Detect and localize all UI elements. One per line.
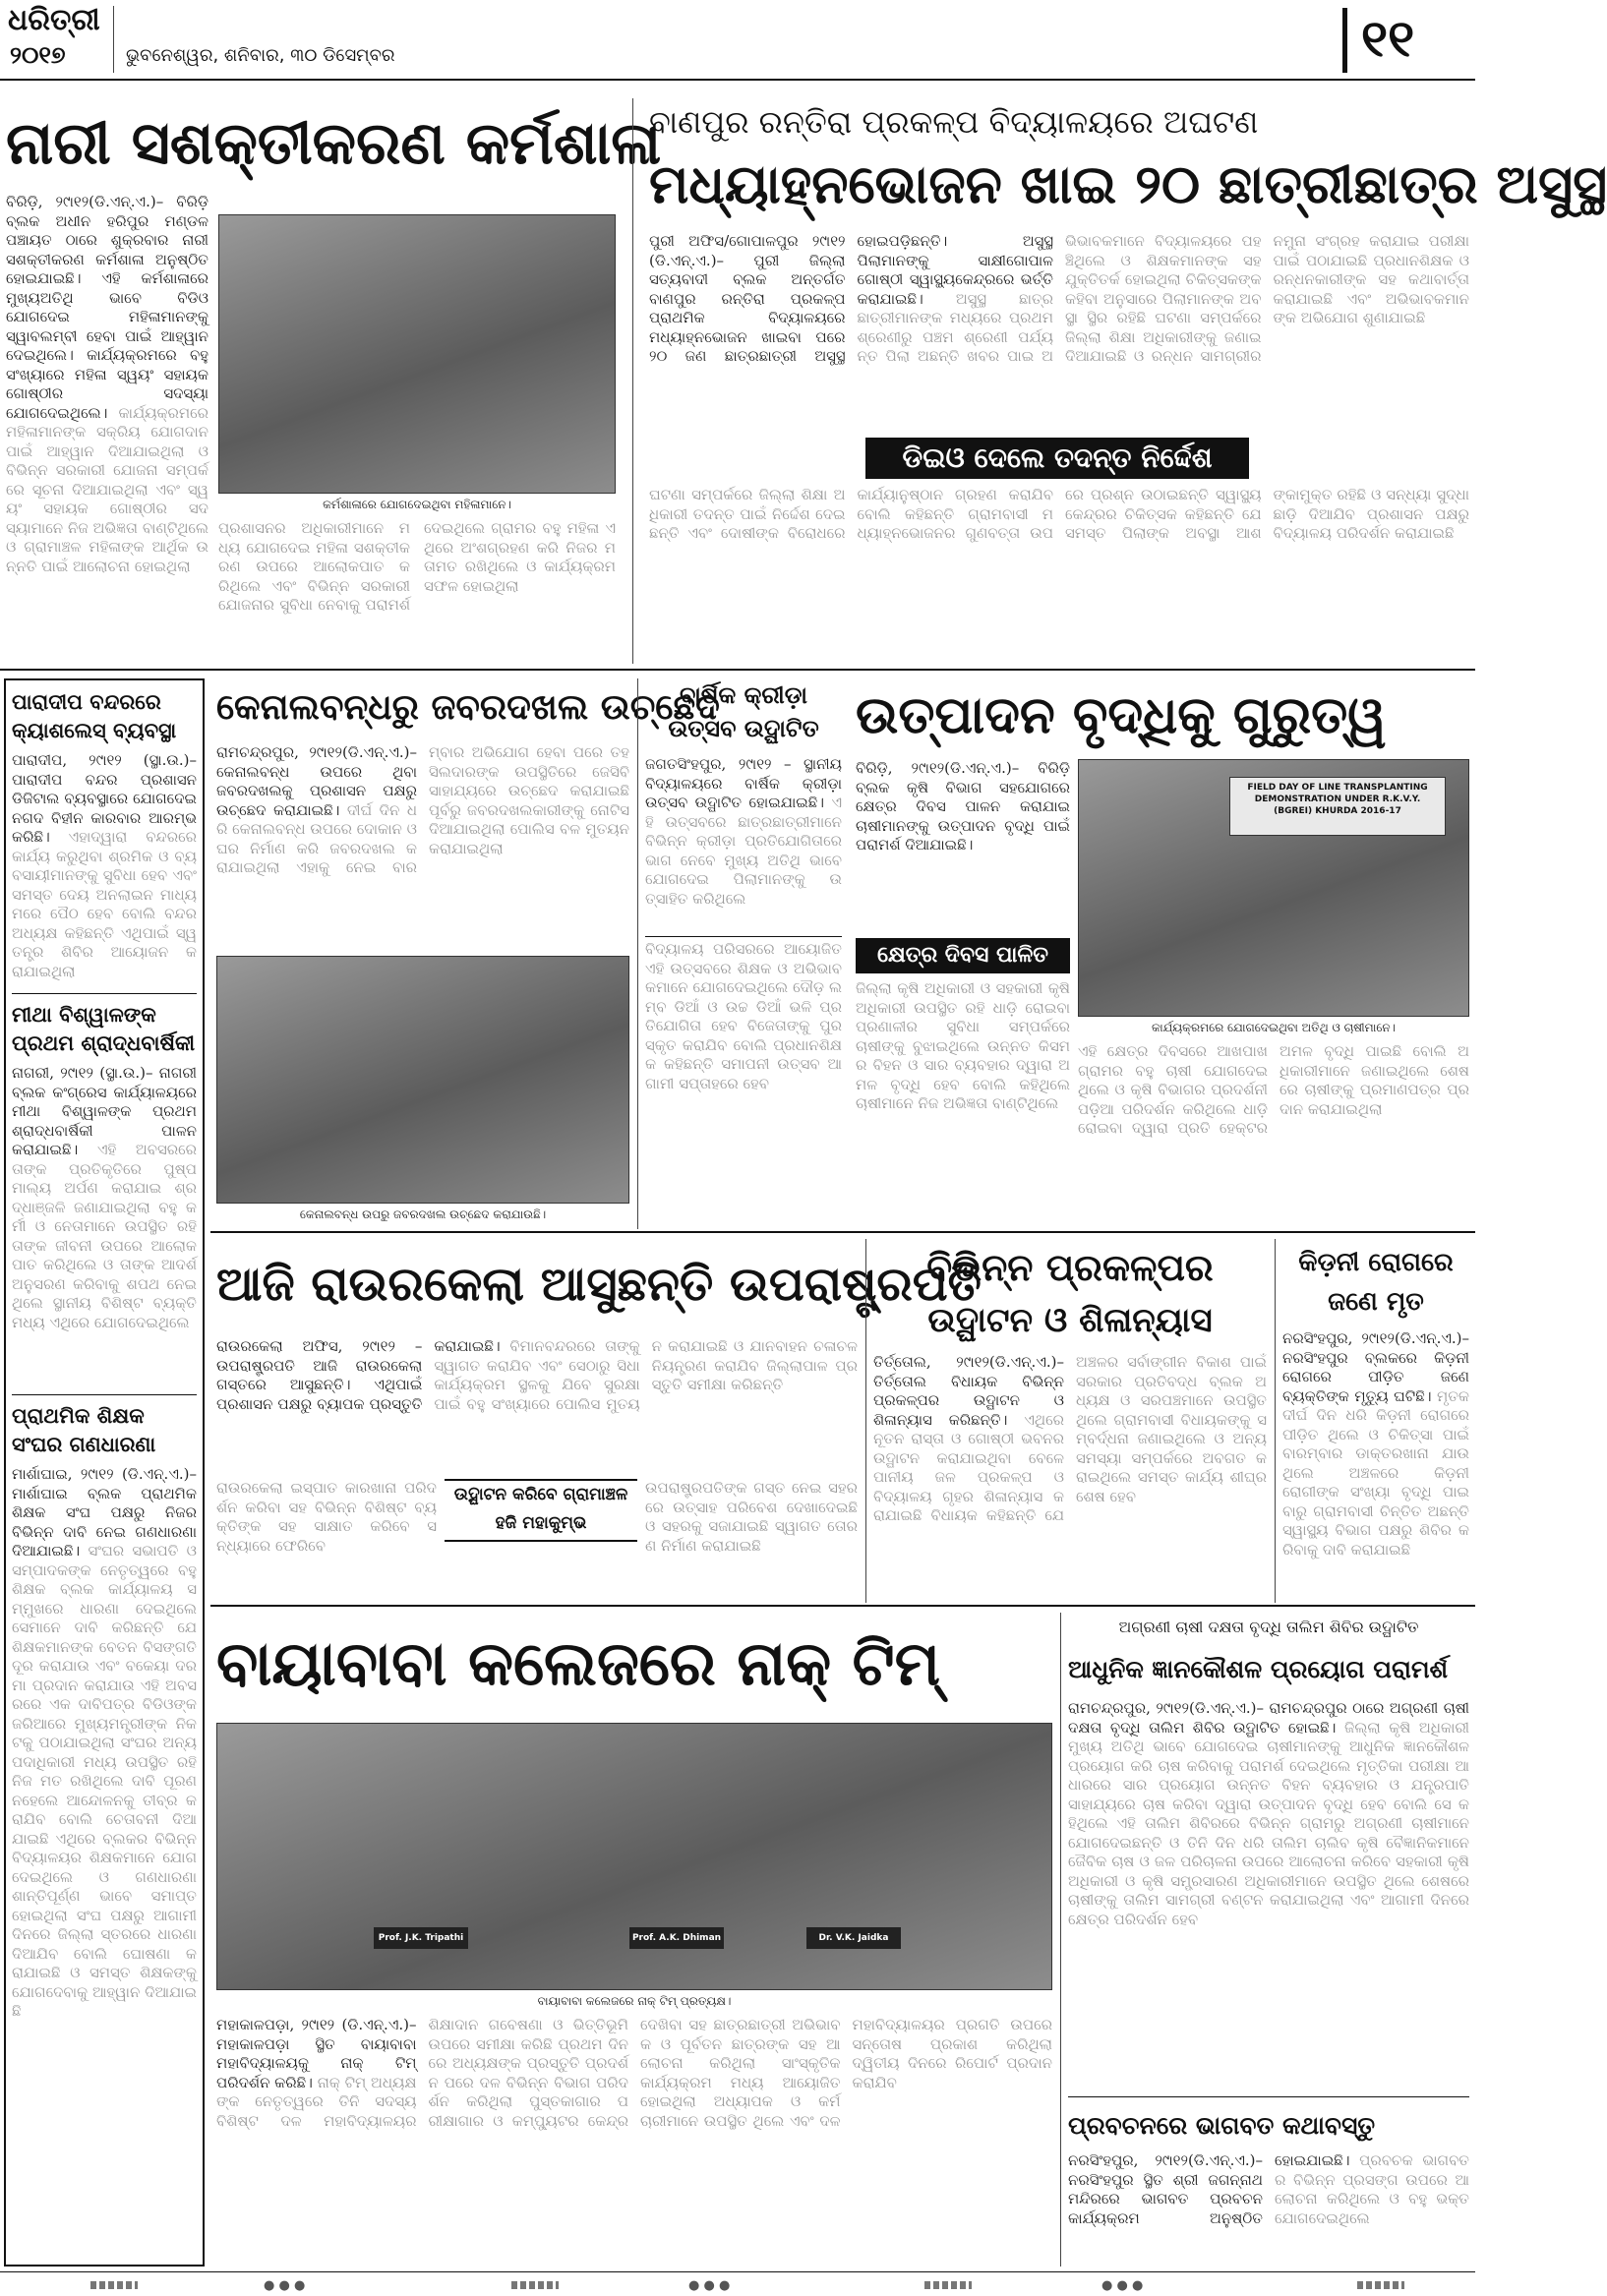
paradip-headline: ପାରାଦୀପ ବନ୍ଦରରେ କ୍ୟାଶଲେସ୍ ବ୍ୟବସ୍ଥା — [12, 690, 177, 742]
naak-photo-caption: ବାୟାବାବା କଲେଜରେ ନାକ୍ ଟିମ୍ ପ୍ରତ୍ୟକ୍ଷ। — [537, 1994, 732, 2008]
mitha-headline: ମୀଥା ବିଶ୍ୱାଳଙ୍କ ପ୍ରଥମ ଶ୍ରାଦ୍ଧବାର୍ଷିକୀ — [12, 1003, 196, 1055]
bhagabata-body: ନରସିଂହପୁର, ୨୯ା୧୨(ଡି.ଏନ୍.ଏ.)– ନରସିଂହପୁର ସ୍ଥିତ ଶ୍ରୀ ଜଗନ୍ନାଥ ମନ୍ଦିରରେ ଭାଗବତ ପ୍ରବଚନ କାର୍ଯ୍ୟକ୍ରମ ଅନୁଷ୍ଠିତ ହୋଇଯାଇଛି। ପ୍ରବଚକ ଭାଗବତର ବିଭିନ୍ନ ପ୍ରସଙ୍ଗ ଉପରେ ଆଲୋଚନା କରିଥିଲେ ଓ ବହୁ ଭକ୍ତ ଯୋଗଦେଇଥିଲେ — [1068, 2151, 1469, 2227]
madhyanha-body-continued: ଘଟଣା ସମ୍ପର୍କରେ ଜିଲ୍ଲା ଶିକ୍ଷା ଅଧିକାରୀ ତଦନ୍ତ ପାଇଁ ନିର୍ଦ୍ଦେଶ ଦେଇଛନ୍ତି ଏବଂ ଦୋଷୀଙ୍କ ବିରୋଧରେ କାର୍ଯ୍ୟାନୁଷ୍ଠାନ ଗ୍ରହଣ କରାଯିବ ବୋଲି କହିଛନ୍ତି ଗ୍ରାମବାସୀ ମଧ୍ୟାହ୍ନଭୋଜନର ଗୁଣବତ୍ତା ଉପରେ ପ୍ରଶ୍ନ ଉଠାଇଛନ୍ତି ସ୍ୱାସ୍ଥ୍ୟ କେନ୍ଦ୍ରର ଚିକିତ୍ସକ କହିଛନ୍ତି ଯେ ସମସ୍ତ ପିଲାଙ୍କ ଅବସ୍ଥା ଆଶଙ୍କାମୁକ୍ତ ରହିଛି ଓ ସନ୍ଧ୍ୟା ସୁଦ୍ଧା ଛାଡ଼ି ଦିଆଯିବ ପ୍ରଶାସନ ପକ୍ଷରୁ ବିଦ୍ୟାଳୟ ପରିଦର୍ଶନ କରାଯାଇଛି — [649, 486, 1469, 542]
madhyanha-kicker: ବାଣପୁର ରନ୍ତିରା ପ୍ରକଳ୍ପ ବିଦ୍ୟାଳୟରେ ଅଘଟଣ — [649, 103, 1259, 141]
utpadan-body-right: ଏହି କ୍ଷେତ୍ର ଦିବସରେ ଆଖପାଖ ଗ୍ରାମର ବହୁ ଚାଷୀ ଯୋଗଦେଇଥିଲେ ଓ କୃଷି ବିଭାଗର ପ୍ରଦର୍ଶନୀ ପଡ଼ିଆ ପରିଦର୍ଶନ କରିଥିଲେ ଧାଡ଼ି ରୋଇବା ଦ୍ୱାରା ପ୍ରତି ହେକ୍ଟର ଅମଳ ବୃଦ୍ଧି ପାଇଛି ବୋଲି ଅଧିକାରୀମାନେ ଜଣାଇଥିଲେ ଶେଷରେ ଚାଷୀଙ୍କୁ ପ୍ରମାଣପତ୍ର ପ୍ରଦାନ କରାଯାଇଥିଲା — [1078, 1042, 1469, 1137]
naak-placard-2: Prof. A.K. Dhiman — [629, 1927, 724, 1949]
krida-body-continued: ବିଦ୍ୟାଳୟ ପରିସରରେ ଆୟୋଜିତ ଏହି ଉତ୍ସବରେ ଶିକ୍ଷକ ଓ ଅଭିଭାବକମାନେ ଯୋଗଦେଇଥିଲେ ଦୌଡ଼ ଲମ୍ବ ଡିଆଁ ଓ ଉଚ୍ଚ ଡିଆଁ ଭଳି ପ୍ରତିଯୋଗିତା ହେବ ବିଜେତାଙ୍କୁ ପୁରସ୍କୃତ କରାଯିବ ବୋଲି ପ୍ରଧାନଶିକ୍ଷକ କହିଛନ୍ତି ସମାପନୀ ଉତ୍ସବ ଆଗାମୀ ସପ୍ତାହରେ ହେବ — [645, 940, 842, 1092]
kidney-body: ନରସିଂହପୁର, ୨୯ା୧୨(ଡି.ଏନ୍.ଏ.)– ନରସିଂହପୁର ବ୍ଲକରେ କିଡ଼ନୀ ରୋଗରେ ପୀଡ଼ିତ ଜଣେ ବ୍ୟକ୍ତିଙ୍କ ମୃତ୍ୟୁ ଘଟିଛି। ମୃତକ ଦୀର୍ଘ ଦିନ ଧରି କିଡ଼ନୀ ରୋଗରେ ପୀଡ଼ିତ ଥିଲେ ଓ ଚିକିତ୍ସା ପାଇଁ ବାରମ୍ବାର ଡାକ୍ତରଖାନା ଯାଉଥିଲେ ଅଞ୍ଚଳରେ କିଡ଼ନୀ ରୋଗୀଙ୍କ ସଂଖ୍ୟା ବୃଦ୍ଧି ପାଇବାରୁ ଗ୍ରାମବାସୀ ଚିନ୍ତିତ ଅଛନ୍ତି ସ୍ୱାସ୍ଥ୍ୟ ବିଭାଗ ପକ୍ଷରୁ ଶିବିର କରିବାକୁ ଦାବି କରାଯାଇଛି — [1282, 1329, 1469, 1559]
kidney-headline-line2: ଜଣେ ମୃତ — [1328, 1287, 1424, 1317]
nari-body-continued: ପ୍ରଶାସନର ଅଧିକାରୀମାନେ ମଧ୍ୟ ଯୋଗଦେଇ ମହିଳା ସଶକ୍ତୀକରଣ ଉପରେ ଆଲୋକପାତ କରିଥିଲେ ଏବଂ ବିଭିନ୍ନ ସରକାରୀ ଯୋଜନାର ସୁବିଧା ନେବାକୁ ପରାମର୍ଶ ଦେଇଥିଲେ ଗ୍ରାମର ବହୁ ମହିଳା ଏଥିରେ ଅଂଶଗ୍ରହଣ କରି ନିଜର ମତାମତ ରଖିଥିଲେ ଓ କାର୍ଯ୍ୟକ୍ରମ ସଫଳ ହୋଇଥିଲା — [218, 519, 616, 614]
madhyanha-subhead: ଡିଇଓ ଦେଲେ ତଦନ୍ତ ନିର୍ଦ୍ଦେଶ — [865, 438, 1249, 479]
nari-photo — [218, 214, 616, 494]
uparashtrapati-subhead-text: ଉଦ୍ଘାଟନ କରିବେ ଗ୍ରାମାଞ୍ଚଳ ହଜି ମହାକୁମ୍ଭ — [453, 1485, 628, 1533]
masthead — [0, 0, 1475, 81]
mitha-body: ନାଗରୀ, ୨୯ା୧୨ (ସ୍ଥା.ଉ.)– ନାଗରୀ ବ୍ଲକ କଂଗ୍ରେସ କାର୍ଯ୍ୟାଳୟରେ ମୀଥା ବିଶ୍ୱାଳଙ୍କ ପ୍ରଥମ ଶ୍ରାଦ୍ଧବାର୍ଷିକୀ ପାଳନ କରାଯାଇଛି। ଏହି ଅବସରରେ ତାଙ୍କ ପ୍ରତିକୃତିରେ ପୁଷ୍ପମାଲ୍ୟ ଅର୍ପଣ କରାଯାଇ ଶ୍ରଦ୍ଧାଞ୍ଜଳି ଜଣାଯାଇଥିଲା ବହୁ କର୍ମୀ ଓ ନେତାମାନେ ଉପସ୍ଥିତ ରହି ତାଙ୍କ ଜୀବନୀ ଉପରେ ଆଲୋକପାତ କରିଥିଲେ ଓ ତାଙ୍କ ଆଦର୍ଶ ଅନୁସରଣ କରିବାକୁ ଶପଥ ନେଇଥିଲେ ସ୍ଥାନୀୟ ବିଶିଷ୍ଟ ବ୍ୟକ୍ତି ମଧ୍ୟ ଏଥିରେ ଯୋଗଦେଇଥିଲେ — [12, 1064, 197, 1331]
utpadan-photo-caption: କାର୍ଯ୍ୟକ୍ରମରେ ଯୋଗଦେଇଥିବା ଅତିଥି ଓ ଚାଷୀମାନେ। — [1151, 1021, 1396, 1034]
adhunika-headline: ଆଧୁନିକ ଜ୍ଞାନକୌଶଳ ପ୍ରୟୋଗ ପରାମର୍ଶ — [1068, 1655, 1449, 1683]
madhyanha-headline: ମଧ୍ୟାହ୍ନଭୋଜନ ଖାଇ ୨୦ ଛାତ୍ରୀଛାତ୍ର ଅସୁସ୍ଥ — [649, 153, 1607, 215]
kenal-body: ରାମଚନ୍ଦ୍ରପୁର, ୨୯ା୧୨(ଡି.ଏନ୍.ଏ.)– କେନାଲବନ୍ଧ ଉପରେ ଥିବା ଜବରଦଖଲକୁ ପ୍ରଶାସନ ପକ୍ଷରୁ ଉଚ୍ଛେଦ କରାଯାଇଛି। ଦୀର୍ଘ ଦିନ ଧରି କେନାଲବନ୍ଧ ଉପରେ ଦୋକାନ ଓ ଘର ନିର୍ମାଣ କରି ଜବରଦଖଲ କରାଯାଇଥିଲା ଏହାକୁ ନେଇ ବାରମ୍ବାର ଅଭିଯୋଗ ହେବା ପରେ ତହସିଲଦାରଙ୍କ ଉପସ୍ଥିତିରେ ଜେସିବି ସାହାଯ୍ୟରେ ଉଚ୍ଛେଦ କରାଯାଇଛି ପୂର୍ବରୁ ଜବରଦଖଲକାରୀଙ୍କୁ ନୋଟିସ ଦିଆଯାଇଥିଲା ପୋଲିସ ବଳ ମୁତୟନ କରାଯାଇଥିଲା — [216, 743, 629, 876]
utpadan-photo-sign: FIELD DAY OF LINE TRANSPLANTING DEMONSTRATION UNDER R.K.V.Y. (BGREI) KHURDA 2016-17 — [1229, 777, 1446, 836]
krida-body: ଜଗତସିଂହପୁର, ୨୯ା୧୨ – ସ୍ଥାନୀୟ ବିଦ୍ୟାଳୟରେ ବାର୍ଷିକ କ୍ରୀଡ଼ା ଉତ୍ସବ ଉଦ୍ଘାଟିତ ହୋଇଯାଇଛି। ଏହି ଉତ୍ସବରେ ଛାତ୍ରଛାତ୍ରୀମାନେ ବିଭିନ୍ନ କ୍ରୀଡ଼ା ପ୍ରତିଯୋଗିତାରେ ଭାଗ ନେବେ ମୁଖ୍ୟ ଅତିଥି ଭାବେ ଯୋଗଦେଇ ପିଲାମାନଙ୍କୁ ଉତ୍ସାହିତ କରିଥିଲେ — [645, 755, 842, 908]
footer-ornaments: ● ● ● ● ● ● ● ● ● — [0, 2277, 1475, 2293]
prakalpa-body: ତିର୍ତ୍ତୋଲ, ୨୯ା୧୨(ଡି.ଏନ୍.ଏ.)– ତିର୍ତ୍ତୋଲ ବିଧାୟକ ବିଭିନ୍ନ ପ୍ରକଳ୍ପର ଉଦ୍ଘାଟନ ଓ ଶିଳାନ୍ୟାସ କରିଛନ୍ତି। ଏଥିରେ ନୂତନ ରାସ୍ତା ଓ ଗୋଷ୍ଠୀ ଭବନର ଉଦ୍ଘାଟନ କରାଯାଇଥିବା ବେଳେ ପାନୀୟ ଜଳ ପ୍ରକଳ୍ପ ଓ ବିଦ୍ୟାଳୟ ଗୃହର ଶିଳାନ୍ୟାସ କରାଯାଇଛି ବିଧାୟକ କହିଛନ୍ତି ଯେ ଅଞ୍ଚଳର ସର୍ବାଙ୍ଗୀନ ବିକାଶ ପାଇଁ ସରକାର ପ୍ରତିବଦ୍ଧ ବ୍ଲକ ଅଧ୍ୟକ୍ଷ ଓ ସରପଞ୍ଚମାନେ ଉପସ୍ଥିତ ଥିଲେ ଗ୍ରାମବାସୀ ବିଧାୟକଙ୍କୁ ସମ୍ବର୍ଦ୍ଧନା ଜଣାଇଥିଲେ ଓ ଅନ୍ୟ ସମସ୍ୟା ସମ୍ପର୍କରେ ଅବଗତ କରାଇଥିଲେ ସମସ୍ତ କାର୍ଯ୍ୟ ଶୀଘ୍ର ଶେଷ ହେବ — [873, 1353, 1267, 1524]
prakalpa-headline-line1: ବିଭିନ୍ନ ପ୍ରକଳ୍ପର — [926, 1246, 1214, 1289]
utpadan-body: ବିରିଡ଼ି, ୨୯ା୧୨(ଡି.ଏନ୍.ଏ.)– ବିରିଡ଼ି ବ୍ଲକ କୃଷି ବିଭାଗ ସହଯୋଗରେ କ୍ଷେତ୍ର ଦିବସ ପାଳନ କରାଯାଇ ଚାଷୀମାନଙ୍କୁ ଉତ୍ପାଦନ ବୃଦ୍ଧି ପାଇଁ ପରାମର୍ଶ ଦିଆଯାଇଛି। — [856, 759, 1070, 854]
adhunika-body: ରାମଚନ୍ଦ୍ରପୁର, ୨୯ା୧୨(ଡି.ଏନ୍.ଏ.)– ରାମଚନ୍ଦ୍ରପୁର ଠାରେ ଅଗ୍ରଣୀ ଚାଷୀ ଦକ୍ଷତା ବୃଦ୍ଧି ତାଲିମ ଶିବିର ଉଦ୍ଘାଟିତ ହୋଇଛି। ଜିଲ୍ଲା କୃଷି ଅଧିକାରୀ ମୁଖ୍ୟ ଅତିଥି ଭାବେ ଯୋଗଦେଇ ଚାଷୀମାନଙ୍କୁ ଆଧୁନିକ ଜ୍ଞାନକୌଶଳ ପ୍ରୟୋଗ କରି ଚାଷ କରିବାକୁ ପରାମର୍ଶ ଦେଇଥିଲେ ମୃତ୍ତିକା ପରୀକ୍ଷା ଆଧାରରେ ସାର ପ୍ରୟୋଗ ଉନ୍ନତ ବିହନ ବ୍ୟବହାର ଓ ଯନ୍ତ୍ରପାତି ସାହାଯ୍ୟରେ ଚାଷ କରିବା ଦ୍ୱାରା ଉତ୍ପାଦନ ବୃଦ୍ଧି ହେବ ବୋଲି ସେ କହିଥିଲେ ଏହି ତାଲିମ ଶିବିରରେ ବିଭିନ୍ନ ଗ୍ରାମରୁ ଅଗ୍ରଣୀ ଚାଷୀମାନେ ଯୋଗଦେଇଛନ୍ତି ଓ ତିନି ଦିନ ଧରି ତାଲିମ ଚାଲିବ କୃଷି ବୈଜ୍ଞାନିକମାନେ ଜୈବିକ ଚାଷ ଓ ଜଳ ପରିଚାଳନା ଉପରେ ଆଲୋଚନା କରିବେ ସହକାରୀ କୃଷି ଅଧିକାରୀ ଓ କୃଷି ସମ୍ପ୍ରସାରଣ ଅଧିକାରୀମାନେ ଉପସ୍ଥିତ ଥିଲେ ଶେଷରେ ଚାଷୀଙ୍କୁ ତାଲିମ ସାମଗ୍ରୀ ବଣ୍ଟନ କରାଯାଇଥିଲା ଏବଂ ଆଗାମୀ ଦିନରେ କ୍ଷେତ୍ର ପରିଦର୍ଶନ ହେବ — [1068, 1699, 1469, 1928]
bhagabata-headline: ପ୍ରବଚନରେ ଭାଗବତ କଥାବସ୍ତୁ — [1068, 2111, 1376, 2140]
krida-subhead: କ୍ଷେତ୍ର ଦିବସ ପାଳିତ — [856, 938, 1070, 973]
naak-body: ମହାକାଳପଡ଼ା, ୨୯ା୧୨ (ଡି.ଏନ୍.ଏ.)– ମହାକାଳପଡ଼ା ସ୍ଥିତ ବାୟାବାବା ମହାବିଦ୍ୟାଳୟକୁ ନାକ୍ ଟିମ୍ ପରିଦର୍ଶନ କରିଛି। ନାକ୍ ଟିମ୍ ଅଧ୍ୟକ୍ଷଙ୍କ ନେତୃତ୍ୱରେ ତିନି ସଦସ୍ୟ ବିଶିଷ୍ଟ ଦଳ ମହାବିଦ୍ୟାଳୟର ଶିକ୍ଷାଦାନ ଗବେଷଣା ଓ ଭିତ୍ତିଭୂମି ଉପରେ ସମୀକ୍ଷା କରିଛି ପ୍ରଥମ ଦିନରେ ଅଧ୍ୟକ୍ଷଙ୍କ ପ୍ରସ୍ତୁତି ପ୍ରଦର୍ଶନ ପରେ ଦଳ ବିଭିନ୍ନ ବିଭାଗ ପରିଦର୍ଶନ କରିଥିଲା ପୁସ୍ତକାଗାର ପରୀକ୍ଷାଗାର ଓ କମ୍ପ୍ୟୁଟର କେନ୍ଦ୍ର ଦେଖିବା ସହ ଛାତ୍ରଛାତ୍ରୀ ଅଭିଭାବକ ଓ ପୂର୍ବତନ ଛାତ୍ରଙ୍କ ସହ ଆଲୋଚନା କରିଥିଲା ସାଂସ୍କୃତିକ କାର୍ଯ୍ୟକ୍ରମ ମଧ୍ୟ ଆୟୋଜିତ ହୋଇଥିଲା ଅଧ୍ୟାପକ ଓ କର୍ମଚାରୀମାନେ ଉପସ୍ଥିତ ଥିଲେ ଏବଂ ଦଳ ମହାବିଦ୍ୟାଳୟର ପ୍ରଗତି ଉପରେ ସନ୍ତୋଷ ପ୍ରକାଶ କରିଥିଲା ଦ୍ୱିତୀୟ ଦିନରେ ରିପୋର୍ଟ ପ୍ରଦାନ କରାଯିବ — [216, 2016, 1052, 2130]
shikshak-headline: ପ୍ରାଥମିକ ଶିକ୍ଷକ ସଂଘର ଗଣଧାରଣା — [12, 1404, 156, 1456]
nari-body: ବିରିଡ଼ି, ୨୯ା୧୨(ଡି.ଏନ୍.ଏ.)– ବିରିଡ଼ି ବ୍ଲକ ଅଧୀନ ହରିପୁର ମଣ୍ଡଳ ପଞ୍ଚାୟତ ଠାରେ ଶୁକ୍ରବାର ନାରୀ ସଶକ୍ତୀକରଣ କର୍ମଶାଳା ଅନୁଷ୍ଠିତ ହୋଇଯାଇଛି। ଏହି କର୍ମଶାଳାରେ ମୁଖ୍ୟଅତିଥି ଭାବେ ବିଡିଓ ଯୋଗଦେଇ ମହିଳାମାନଙ୍କୁ ସ୍ୱାବଲମ୍ବୀ ହେବା ପାଇଁ ଆହ୍ୱାନ ଦେଇଥିଲେ। କାର୍ଯ୍ୟକ୍ରମରେ ବହୁ ସଂଖ୍ୟାରେ ମହିଳା ସ୍ୱୟଂ ସହାୟକ ଗୋଷ୍ଠୀର ସଦସ୍ୟା ଯୋଗଦେଇଥିଲେ। କାର୍ଯ୍ୟକ୍ରମରେ ମହିଳାମାନଙ୍କ ସକ୍ରିୟ ଯୋଗଦାନ ପାଇଁ ଆହ୍ୱାନ ଦିଆଯାଇଥିଲା ଓ ବିଭିନ୍ନ ସରକାରୀ ଯୋଜନା ସମ୍ପର୍କରେ ସୂଚନା ଦିଆଯାଇଥିଲା ଏବଂ ସ୍ୱୟଂ ସହାୟକ ଗୋଷ୍ଠୀର ସଦସ୍ୟାମାନେ ନିଜ ଅଭିଜ୍ଞତା ବାଣ୍ଟିଥିଲେ ଓ ଗ୍ରାମାଞ୍ଚଳ ମହିଳାଙ୍କ ଆର୍ଥିକ ଉନ୍ନତି ପାଇଁ ଆଲୋଚନା ହୋଇଥିଲା — [6, 193, 208, 575]
naak-photo — [216, 1723, 1052, 1990]
madhyanha-body: ପୁରୀ ଅଫିସ/ଗୋପାଳପୁର ୨୯ା୧୨ (ଡି.ଏନ୍.ଏ.)– ପୁରୀ ଜିଲ୍ଲା ସତ୍ୟବାଦୀ ବ୍ଲକ ଅନ୍ତର୍ଗତ ବାଣପୁର ରନ୍ତିରା ପ୍ରକଳ୍ପ ପ୍ରାଥମିକ ବିଦ୍ୟାଳୟରେ ମଧ୍ୟାହ୍ନଭୋଜନ ଖାଇବା ପରେ ୨୦ ଜଣ ଛାତ୍ରଛାତ୍ରୀ ଅସୁସ୍ଥ ହୋଇପଡ଼ିଛନ୍ତି। ଅସୁସ୍ଥ ପିଲାମାନଙ୍କୁ ସାକ୍ଷୀଗୋପାଳ ଗୋଷ୍ଠୀ ସ୍ୱାସ୍ଥ୍ୟକେନ୍ଦ୍ରରେ ଭର୍ତ୍ତି କରାଯାଇଛି। ଅସୁସ୍ଥ ଛାତ୍ରଛାତ୍ରୀମାନଙ୍କ ମଧ୍ୟରେ ପ୍ରଥମ ଶ୍ରେଣୀରୁ ପଞ୍ଚମ ଶ୍ରେଣୀ ପର୍ଯ୍ୟନ୍ତ ପିଲା ଅଛନ୍ତି ଖବର ପାଇ ଅଭିଭାବକମାନେ ବିଦ୍ୟାଳୟରେ ପହଞ୍ଚିଥିଲେ ଓ ଶିକ୍ଷକମାନଙ୍କ ସହ ଯୁକ୍ତିତର୍କ ହୋଇଥିଲା ଚିକିତ୍ସକଙ୍କ କହିବା ଅନୁସାରେ ପିଲାମାନଙ୍କ ଅବସ୍ଥା ସ୍ଥିର ରହିଛି ଘଟଣା ସମ୍ପର୍କରେ ଜିଲ୍ଲା ଶିକ୍ଷା ଅଧିକାରୀଙ୍କୁ ଜଣାଇଦିଆଯାଇଛି ଓ ରନ୍ଧନ ସାମଗ୍ରୀର ନମୁନା ସଂଗ୍ରହ କରାଯାଇ ପରୀକ୍ଷା ପାଇଁ ପଠାଯାଇଛି ପ୍ରଧାନଶିକ୍ଷକ ଓ ରନ୍ଧନକାରୀଙ୍କ ସହ କଥାବାର୍ତ୍ତା କରାଯାଇଛି ଏବଂ ଅଭିଭାବକମାନଙ୍କ ଅଭିଯୋଗ ଶୁଣାଯାଇଛି — [649, 232, 1469, 365]
kenal-photo-caption: କେନାଲବନ୍ଧ ଉପରୁ ଜବରଦଖଲ ଉଚ୍ଛେଦ କରାଯାଉଛି। — [299, 1207, 547, 1221]
dateline: ଭୁବନେଶ୍ୱର, ଶନିବାର, ୩୦ ଡିସେମ୍ବର — [126, 45, 395, 66]
uparashtrapati-subhead — [445, 1479, 637, 1542]
naak-headline: ବାୟାବାବା କଲେଜରେ ନାକ୍ ଟିମ୍ — [216, 1627, 941, 1699]
uparashtrapati-headline: ଆଜି ରାଉରକେଲା ଆସୁଛନ୍ତି ଉପରାଷ୍ଟ୍ରପତି — [216, 1257, 982, 1312]
naak-placard-3: Dr. V.K. Jaidka — [806, 1927, 901, 1949]
masthead-year: ୨୦୧୭ — [10, 41, 66, 69]
page-number: ୧୧ — [1342, 8, 1465, 73]
utpadan-body-continued: ଜିଲ୍ଲା କୃଷି ଅଧିକାରୀ ଓ ସହକାରୀ କୃଷି ଅଧିକାରୀ ଉପସ୍ଥିତ ରହି ଧାଡ଼ି ରୋଇବା ପ୍ରଣାଳୀର ସୁବିଧା ସମ୍ପର୍କରେ ଚାଷୀଙ୍କୁ ବୁଝାଇଥିଲେ ଉନ୍ନତ କିସମର ବିହନ ଓ ସାର ବ୍ୟବହାର ଦ୍ୱାରା ଅମଳ ବୃଦ୍ଧି ହେବ ବୋଲି କହିଥିଲେ ଚାଷୀମାନେ ନିଜ ଅଭିଜ୍ଞତା ବାଣ୍ଟିଥିଲେ — [856, 979, 1070, 1112]
uparashtrapati-body-right: ଉପରାଷ୍ଟ୍ରପତିଙ୍କ ଗସ୍ତ ନେଇ ସହରରେ ଉତ୍ସାହ ପରିବେଶ ଦେଖାଦେଇଛି ଓ ସହରକୁ ସଜାଯାଇଛି ସ୍ୱାଗତ ତୋରଣ ନିର୍ମାଣ କରାଯାଇଛି — [645, 1479, 858, 1555]
nari-photo-caption: କର୍ମଶାଳାରେ ଯୋଗଦେଇଥିବା ମହିଳାମାନେ। — [323, 498, 511, 511]
masthead-logo: ଧରିତ୍ରୀ — [8, 3, 100, 37]
uparashtrapati-body: ରାଉରକେଲା ଅଫିସ, ୨୯ା୧୨ – ଉପରାଷ୍ଟ୍ରପତି ଆଜି ରାଉରକେଲା ଗସ୍ତରେ ଆସୁଛନ୍ତି। ଏଥିପାଇଁ ପ୍ରଶାସନ ପକ୍ଷରୁ ବ୍ୟାପକ ପ୍ରସ୍ତୁତି କରାଯାଇଛି। ବିମାନବନ୍ଦରରେ ତାଙ୍କୁ ସ୍ୱାଗତ କରାଯିବ ଏବଂ ସେଠାରୁ ସିଧା କାର୍ଯ୍ୟକ୍ରମ ସ୍ଥଳକୁ ଯିବେ ସୁରକ୍ଷା ପାଇଁ ବହୁ ସଂଖ୍ୟାରେ ପୋଲିସ ମୁତୟନ କରାଯାଇଛି ଓ ଯାନବାହନ ଚଳାଚଳ ନିୟନ୍ତ୍ରଣ କରାଯିବ ଜିଲ୍ଲାପାଳ ପ୍ରସ୍ତୁତି ସମୀକ୍ଷା କରିଛନ୍ତି — [216, 1337, 858, 1413]
kenal-photo — [216, 956, 629, 1204]
krida-headline: ବାର୍ଷିକ କ୍ରୀଡ଼ା ଉତ୍ସବ ଉଦ୍ଘାଟିତ — [668, 681, 819, 742]
kenal-headline: କେନାଲବନ୍ଧରୁ ଜବରଦଖଲ ଉଚ୍ଛେଦ — [216, 687, 720, 728]
utpadan-headline: ଉତ୍ପାଦନ ବୃଦ୍ଧିକୁ ଗୁରୁତ୍ୱ — [856, 686, 1387, 745]
naak-placard-1: Prof. J.K. Tripathi — [374, 1927, 468, 1949]
nari-headline: ନାରୀ ସଶକ୍ତୀକରଣ କର୍ମଶାଳା — [6, 109, 662, 178]
prakalpa-headline-line2: ଉଦ୍ଘାଟନ ଓ ଶିଳାନ୍ୟାସ — [927, 1301, 1213, 1340]
shikshak-body: ମାର୍ଶାଘାଇ, ୨୯ା୧୨ (ଡି.ଏନ୍.ଏ.)– ମାର୍ଶାଘାଇ ବ୍ଲକ ପ୍ରାଥମିକ ଶିକ୍ଷକ ସଂଘ ପକ୍ଷରୁ ନିଜର ବିଭିନ୍ନ ଦାବି ନେଇ ଗଣଧାରଣା ଦିଆଯାଇଛି। ସଂଘର ସଭାପତି ଓ ସମ୍ପାଦକଙ୍କ ନେତୃତ୍ୱରେ ବହୁ ଶିକ୍ଷକ ବ୍ଲକ କାର୍ଯ୍ୟାଳୟ ସମ୍ମୁଖରେ ଧାରଣା ଦେଇଥିଲେ ସେମାନେ ଦାବି କରିଛନ୍ତି ଯେ ଶିକ୍ଷକମାନଙ୍କ ବେତନ ବିସଙ୍ଗତି ଦୂର କରାଯାଉ ଏବଂ ବକେୟା ଦରମା ପ୍ରଦାନ କରାଯାଉ ଏହି ଅବସରରେ ଏକ ଦାବିପତ୍ର ବିଡିଓଙ୍କ ଜରିଆରେ ମୁଖ୍ୟମନ୍ତ୍ରୀଙ୍କ ନିକଟକୁ ପଠାଯାଇଥିଲା ସଂଘର ଅନ୍ୟ ପଦାଧିକାରୀ ମଧ୍ୟ ଉପସ୍ଥିତ ରହି ନିଜ ମତ ରଖିଥିଲେ ଦାବି ପୂରଣ ନହେଲେ ଆନ୍ଦୋଳନକୁ ତୀବ୍ର କରାଯିବ ବୋଲି ଚେତାବନୀ ଦିଆଯାଇଛି ଏଥିରେ ବ୍ଲକର ବିଭିନ୍ନ ବିଦ୍ୟାଳୟର ଶିକ୍ଷକମାନେ ଯୋଗଦେଇଥିଲେ ଓ ଗଣଧାରଣା ଶାନ୍ତିପୂର୍ଣ୍ଣ ଭାବେ ସମାପ୍ତ ହୋଇଥିଲା ସଂଘ ପକ୍ଷରୁ ଆଗାମୀ ଦିନରେ ଜିଲ୍ଲା ସ୍ତରରେ ଧାରଣା ଦିଆଯିବ ବୋଲି ଘୋଷଣା କରାଯାଇଛି ଓ ସମସ୍ତ ଶିକ୍ଷକଙ୍କୁ ଯୋଗଦେବାକୁ ଆହ୍ୱାନ ଦିଆଯାଇଛି — [12, 1465, 197, 2020]
uparashtrapati-body-continued: ରାଉରକେଲା ଇସ୍ପାତ କାରଖାନା ପରିଦର୍ଶନ କରିବା ସହ ବିଭିନ୍ନ ବିଶିଷ୍ଟ ବ୍ୟକ୍ତିଙ୍କ ସହ ସାକ୍ଷାତ କରିବେ ସନ୍ଧ୍ୟାରେ ଫେରିବେ — [216, 1479, 437, 1555]
paradip-body: ପାରାଦୀପ, ୨୯ା୧୨ (ସ୍ଥା.ଉ.)– ପାରାଦୀପ ବନ୍ଦର ପ୍ରଶାସନ ଡିଜିଟାଲ ବ୍ୟବସ୍ଥାରେ ଯୋଗଦେଇ ନଗଦ ବିହୀନ କାରବାର ଆରମ୍ଭ କରିଛି। ଏହାଦ୍ୱାରା ବନ୍ଦରରେ କାର୍ଯ୍ୟ କରୁଥିବା ଶ୍ରମିକ ଓ ବ୍ୟବସାୟୀମାନଙ୍କୁ ସୁବିଧା ହେବ ଏବଂ ସମସ୍ତ ଦେୟ ଅନଲାଇନ ମାଧ୍ୟମରେ ପୈଠ ହେବ ବୋଲି ବନ୍ଦର ଅଧ୍ୟକ୍ଷ କହିଛନ୍ତି ଏଥିପାଇଁ ସ୍ୱତନ୍ତ୍ର ଶିବିର ଆୟୋଜନ କରାଯାଇଥିଲା — [12, 751, 197, 980]
adhunika-kicker: ଅଗ୍ରଣୀ ଚାଷୀ ଦକ୍ଷତା ବୃଦ୍ଧି ତାଲିମ ଶିବିର ଉଦ୍ଘାଟିତ — [1118, 1618, 1419, 1636]
kidney-headline-line1: କିଡ଼ନୀ ରୋଗରେ — [1298, 1248, 1454, 1277]
